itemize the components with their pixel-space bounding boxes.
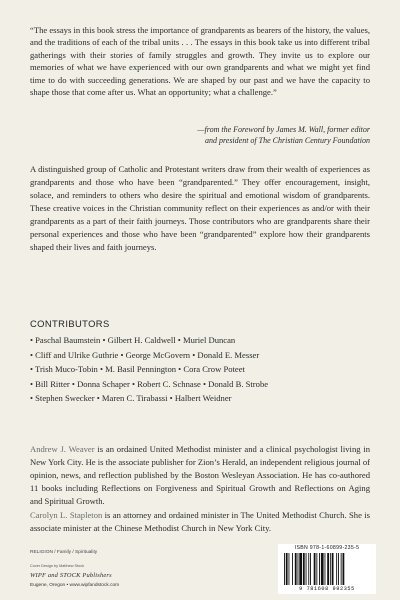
book-description: A distinguished group of Catholic and Protestant writers draw from their wealth of experiences as grandparents and those who have been “grandparented.” They offer encouragement, insight, solace, and reminders to others who desire the spiritual and emotional wisdom of grandparents. These creative voices in the Christian community reflect on their experiences as and/or with their grandparents as a part of their faith journeys. Those contributors who are grandparents share their personal experiences and those who have been “grandparented” explore how their grandparents shaped their lives and faith journeys. bbox=[30, 164, 370, 252]
publisher-name: WIPF and STOCK Publishers bbox=[30, 572, 112, 579]
publisher-location-url: Eugene, Oregon • www.wipfandstock.com bbox=[30, 583, 120, 588]
isbn-label: ISBN 978-1-60899-235-5 bbox=[294, 545, 360, 551]
contributors-line: • Stephen Swecker • Maren C. Tirabassi • Halbert Weidner bbox=[30, 393, 232, 404]
author-name: Andrew J. Weaver bbox=[30, 444, 95, 454]
author-name: Carolyn L. Stapleton bbox=[30, 510, 103, 520]
foreword-attribution bbox=[30, 124, 370, 146]
contributors-line: • Trish Muco-Tobin • M. Basil Pennington • Cora Crow Poteet bbox=[30, 364, 245, 375]
contributors-line: • Cliff and Ulrike Guthrie • George McGovern • Donald E. Messer bbox=[30, 349, 260, 360]
contributors-list bbox=[30, 333, 375, 406]
bisac-category: RELIGION / Family / Spirituality bbox=[30, 550, 98, 555]
author-bio-text: is an attorney and ordained minister in The United Methodist Church. She is associate minister at the Chinese Methodist Church in New York City. bbox=[30, 510, 370, 533]
attribution-line-1: —from the Foreword by James M. Wall, former editor bbox=[197, 125, 370, 134]
barcode-bars bbox=[282, 553, 372, 585]
barcode-block bbox=[278, 544, 376, 594]
foreword-quote: “The essays in this book stress the importance of grandparents as bearers of the history, the values, and the traditions of each of the tribal units . . . The essays in this book take us into different tribal gatherings with their stories of family struggles and growth. They invite us to explore our memories of what we have experienced with our own grandparents and what we might yet find time to do with succeeding generations. We are shaped by our past and we have the capacity to shape those that come after us. What an opportunity; what a challenge.” bbox=[30, 25, 370, 98]
cover-design-credit: Cover Design by Matthew Stock bbox=[30, 564, 85, 568]
author-bio-weaver bbox=[30, 443, 370, 508]
contributors-line: • Bill Ritter • Donna Schaper • Robert C. Schnase • Donald B. Strobe bbox=[30, 378, 269, 389]
barcode-digits: 9 781608 992355 bbox=[299, 586, 355, 592]
attribution-line-2: and president of The Christian Century Foundation bbox=[204, 136, 370, 145]
contributors-heading: CONTRIBUTORS bbox=[30, 318, 110, 329]
contributors-line: • Paschal Baumstein • Gilbert H. Caldwell • Muriel Duncan bbox=[30, 335, 236, 345]
author-bio-stapleton bbox=[30, 509, 370, 535]
author-bio-text: is an ordained United Methodist minister and a clinical psychologist living in New York City. He is the associate publisher for Zion’s Herald, an independent religious journal of opinion, news, and reflection published by the Boston Wesleyan Association. He has co-authored 11 books including Reflections on Forgiveness and Spiritual Growth and Reflections on Aging and Spiritual Growth. bbox=[30, 444, 370, 506]
